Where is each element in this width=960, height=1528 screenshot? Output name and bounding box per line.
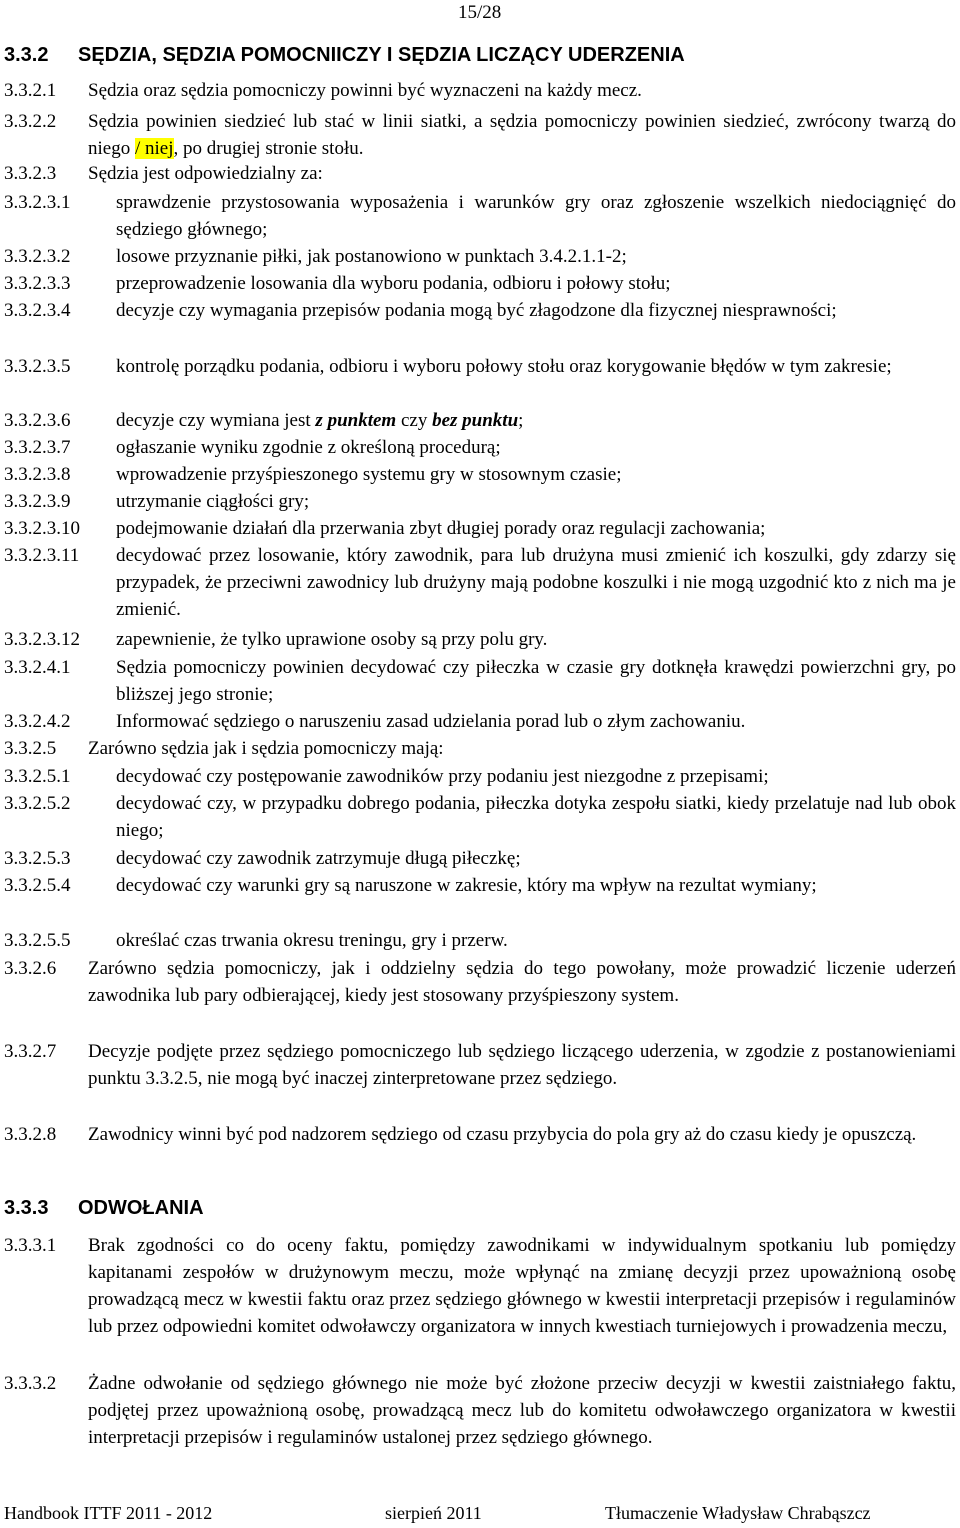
text-run: czy <box>396 410 433 431</box>
paragraph-text <box>116 407 956 434</box>
paragraph-text: decydować czy warunki gry są naruszone w zakresie, który ma wpływ na rezultat wymiany; <box>116 875 817 896</box>
paragraph-number: 3.3.2.3.4 <box>4 300 71 321</box>
footer-handbook: Handbook ITTF 2011 - 2012 <box>4 1503 213 1523</box>
paragraph-text: decydować czy, w przypadku dobrego podania, piłeczka dotyka zespołu siatki, kiedy przelatuje nad lub obok niego; <box>116 793 956 841</box>
paragraph-3-3-2-3-1 <box>4 189 956 243</box>
paragraph-number: 3.3.2.3.12 <box>4 629 80 650</box>
paragraph-text: utrzymanie ciągłości gry; <box>116 491 310 512</box>
paragraph-3-3-2-2 <box>4 108 956 162</box>
paragraph-3-3-2-3 <box>4 160 956 187</box>
section-heading-332 <box>4 44 685 67</box>
paragraph-number: 3.3.2.5 <box>4 738 57 759</box>
page-number: 15/28 <box>458 2 502 23</box>
paragraph-number: 3.3.2.3.6 <box>4 410 71 431</box>
paragraph-number: 3.3.2.1 <box>4 80 57 101</box>
paragraph-text <box>88 108 956 162</box>
paragraph-text: Sędzia jest odpowiedzialny za: <box>88 163 323 184</box>
paragraph-number: 3.3.2.4.1 <box>4 657 71 678</box>
section-number: 3.3.3 <box>4 1197 49 1219</box>
paragraph-text: decydować przez losowanie, który zawodnik, para lub drużyna musi zmienić ich koszulki, gdy zdarzy się przypadek, że przeciwni zawodnicy lub drużyny mają podobne koszulki i nie mogą uzgodnić kto z nich ma je zmienić. <box>116 545 956 620</box>
emphasis-text: bez punktu <box>432 410 519 431</box>
paragraph-3-3-3-1 <box>4 1232 956 1340</box>
text-run: , po drugiej stronie stołu. <box>173 138 364 159</box>
paragraph-3-3-2-4-1 <box>4 654 956 708</box>
paragraph-3-3-2-7 <box>4 1038 956 1092</box>
paragraph-number: 3.3.2.3.7 <box>4 437 71 458</box>
paragraph-text: Sędzia oraz sędzia pomocniczy powinni być wyznaczeni na każdy mecz. <box>88 80 642 101</box>
paragraph-text: podejmowanie działań dla przerwania zbyt długiej porady oraz regulacji zachowania; <box>116 518 766 539</box>
paragraph-text: ogłaszanie wyniku zgodnie z określoną procedurą; <box>116 437 501 458</box>
paragraph-text: Brak zgodności co do oceny faktu, pomiędzy zawodnikami w indywidualnym spotkaniu lub pomiędzy kapitanami zespołów w drużynowym meczu, może wpłynąć na zmianę decyzji przez upoważnioną osobę prowadzącą mecz w kwestii faktu oraz przez sędziego głównego w kwestii interpretacji przepisów i regulaminów lub przez odpowiedni komitet odwoławczy organizatora w innych kwestiach turniejowych i prowadzenia meczu, <box>88 1235 956 1337</box>
paragraph-text: przeprowadzenie losowania dla wyboru podania, odbioru i połowy stołu; <box>116 273 671 294</box>
paragraph-number: 3.3.2.3.9 <box>4 491 71 512</box>
text-run: ; <box>518 410 524 431</box>
paragraph-text: określać czas trwania okresu treningu, gry i przerw. <box>116 930 508 951</box>
paragraph-text: wprowadzenie przyśpieszonego systemu gry w stosownym czasie; <box>116 464 622 485</box>
paragraph-number: 3.3.2.5.4 <box>4 875 71 896</box>
paragraph-3-3-2-3-4 <box>4 297 956 324</box>
footer-date: sierpień 2011 <box>385 1503 482 1523</box>
paragraph-number: 3.3.2.3.5 <box>4 356 71 377</box>
paragraph-text: Sędzia pomocniczy powinien decydować czy piłeczka w czasie gry dotknęła krawędzi powierzchni gry, po bliższej jego stronie; <box>116 657 956 705</box>
paragraph-number: 3.3.2.3.10 <box>4 518 80 539</box>
paragraph-text: Zarówno sędzia pomocniczy, jak i oddzielny sędzia do tego powołany, może prowadzić liczenie uderzeń zawodnika lub pary odbierającej, kiedy jest stosowany przyśpieszony system. <box>88 958 956 1006</box>
section-title: ODWOŁANIA <box>78 1197 204 1219</box>
paragraph-text: zapewnienie, że tylko uprawione osoby są przy polu gry. <box>116 629 548 650</box>
paragraph-3-3-2-3-2 <box>4 243 956 270</box>
paragraph-3-3-2-8 <box>4 1121 956 1148</box>
paragraph-number: 3.3.2.6 <box>4 958 57 979</box>
paragraph-3-3-3-2 <box>4 1370 956 1451</box>
paragraph-3-3-2-4-2 <box>4 708 956 735</box>
paragraph-3-3-2-6 <box>4 955 956 1009</box>
paragraph-number: 3.3.3.1 <box>4 1235 57 1256</box>
paragraph-3-3-2-3-12 <box>4 626 956 653</box>
paragraph-number: 3.3.2.5.5 <box>4 930 71 951</box>
paragraph-number: 3.3.2.3.3 <box>4 273 71 294</box>
paragraph-3-3-2-5-2 <box>4 790 956 844</box>
text-run: Sędzia powinien siedzieć lub stać w linii siatki, a sędzia pomocniczy powinien siedzieć, zwrócony twarzą do niego <box>88 111 956 159</box>
paragraph-number: 3.3.2.5.1 <box>4 766 71 787</box>
paragraph-number: 3.3.2.4.2 <box>4 711 71 732</box>
section-heading-333 <box>4 1197 204 1220</box>
paragraph-text: kontrolę porządku podania, odbioru i wyboru połowy stołu oraz korygowanie błędów w tym zakresie; <box>116 356 892 377</box>
paragraph-3-3-2-3-3 <box>4 270 956 297</box>
paragraph-text: Zawodnicy winni być pod nadzorem sędziego od czasu przybycia do pola gry aż do czasu kiedy je opuszczą. <box>88 1124 917 1145</box>
highlighted-text: / niej <box>134 138 174 159</box>
paragraph-3-3-2-3-5 <box>4 353 956 380</box>
paragraph-3-3-2-5-1 <box>4 763 956 790</box>
paragraph-number: 3.3.2.3.1 <box>4 192 71 213</box>
paragraph-3-3-2-5-4 <box>4 872 956 899</box>
footer-translator: Tłumaczenie Władysław Chrabąszcz <box>605 1503 871 1523</box>
paragraph-text: Decyzje podjęte przez sędziego pomocniczego lub sędziego liczącego uderzenia, w zgodzie z postanowieniami punktu 3.3.2.5, nie mogą być inaczej zinterpretowane przez sędziego. <box>88 1041 956 1089</box>
paragraph-text: decydować czy postępowanie zawodników przy podaniu jest niezgodne z przepisami; <box>116 766 769 787</box>
section-title: SĘDZIA, SĘDZIA POMOCNIICZY I SĘDZIA LICZĄCY UDERZENIA <box>78 44 685 66</box>
paragraph-number: 3.3.2.3.2 <box>4 246 71 267</box>
paragraph-number: 3.3.3.2 <box>4 1373 57 1394</box>
paragraph-3-3-2-5-5 <box>4 927 956 954</box>
emphasis-text: z punktem <box>315 410 397 431</box>
paragraph-3-3-2-3-6 <box>4 407 956 434</box>
paragraph-number: 3.3.2.3.8 <box>4 464 71 485</box>
paragraph-3-3-2-1 <box>4 77 956 104</box>
text-run: decyzje czy wymiana jest <box>116 410 316 431</box>
paragraph-number: 3.3.2.3 <box>4 163 57 184</box>
paragraph-number: 3.3.2.8 <box>4 1124 57 1145</box>
paragraph-3-3-2-3-7 <box>4 434 956 461</box>
paragraph-3-3-2-3-8 <box>4 461 956 488</box>
paragraph-3-3-2-3-11 <box>4 542 956 623</box>
paragraph-3-3-2-5-3 <box>4 845 956 872</box>
paragraph-3-3-2-3-9 <box>4 488 956 515</box>
paragraph-text: Informować sędziego o naruszeniu zasad udzielania porad lub o złym zachowaniu. <box>116 711 746 732</box>
paragraph-text: losowe przyznanie piłki, jak postanowiono w punktach 3.4.2.1.1-2; <box>116 246 627 267</box>
paragraph-text: sprawdzenie przystosowania wyposażenia i warunków gry oraz zgłoszenie wszelkich niedociągnięć do sędziego głównego; <box>116 192 956 240</box>
paragraph-text: decyzje czy wymagania przepisów podania mogą być złagodzone dla fizycznej niesprawności; <box>116 300 837 321</box>
paragraph-number: 3.3.2.5.2 <box>4 793 71 814</box>
paragraph-number: 3.3.2.7 <box>4 1041 57 1062</box>
paragraph-3-3-2-5 <box>4 735 956 762</box>
paragraph-3-3-2-3-10 <box>4 515 956 542</box>
paragraph-number: 3.3.2.3.11 <box>4 545 80 566</box>
paragraph-text: Żadne odwołanie od sędziego głównego nie może być złożone przeciw decyzji w kwestii zaistniałego faktu, podjętej przez upoważnioną osobę, prowadzącą mecz lub do komitetu odwoławczego organizatora w kwestii interpretacji przepisów i regulaminów ustalonej przez sędziego głównego. <box>88 1373 956 1448</box>
section-number: 3.3.2 <box>4 44 49 66</box>
paragraph-text: decydować czy zawodnik zatrzymuje długą piłeczkę; <box>116 848 521 869</box>
paragraph-number: 3.3.2.2 <box>4 111 57 132</box>
paragraph-text: Zarówno sędzia jak i sędzia pomocniczy mają: <box>88 738 444 759</box>
paragraph-number: 3.3.2.5.3 <box>4 848 71 869</box>
